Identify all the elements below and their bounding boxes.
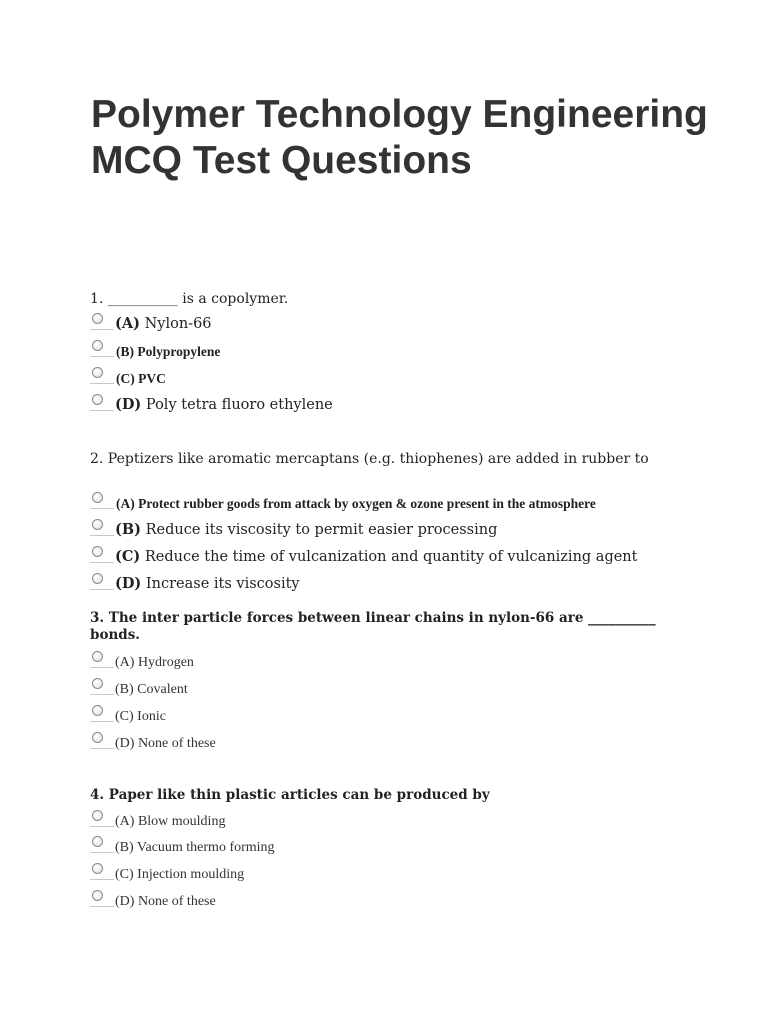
radio-button[interactable] [92, 678, 103, 689]
radio-button[interactable] [92, 890, 103, 901]
divider [90, 694, 114, 695]
divider [90, 721, 114, 722]
option-label [115, 548, 637, 565]
option-text: Protect rubber goods from attack by oxygen & ozone present in the atmosphere [134, 496, 596, 511]
divider [90, 879, 114, 880]
question-3-option-d[interactable] [90, 733, 730, 760]
question-3-option-b[interactable] [90, 679, 730, 706]
option-letter: (C) [115, 548, 141, 565]
option-text: Blow moulding [134, 814, 226, 829]
question-4-option-b[interactable] [90, 837, 730, 864]
option-text: Poly tetra fluoro ethylene [141, 397, 333, 413]
option-text: None of these [134, 894, 216, 909]
radio-button[interactable] [92, 492, 103, 503]
option-label [115, 315, 212, 332]
option-letter: (C) [115, 867, 134, 882]
option-label [115, 521, 497, 538]
option-label [115, 396, 333, 413]
question-2-text: 2. Peptizers like aromatic mercaptans (e.g. thiophenes) are added in rubber to [90, 451, 649, 467]
option-letter: (D) [115, 736, 135, 751]
option-text: Injection moulding [133, 867, 245, 882]
divider [90, 906, 114, 907]
option-text: Vacuum thermo forming [133, 840, 275, 855]
option-letter: (A) [116, 496, 135, 511]
option-letter: (A) [115, 655, 135, 670]
option-letter: (C) [116, 371, 135, 386]
option-letter: (D) [115, 396, 142, 413]
option-text: PVC [134, 371, 166, 386]
divider [90, 535, 114, 536]
radio-button[interactable] [92, 313, 103, 324]
option-label [116, 344, 220, 360]
divider [90, 508, 114, 509]
divider [90, 826, 114, 827]
option-letter: (D) [115, 894, 135, 909]
option-letter: (A) [115, 814, 135, 829]
option-label [115, 894, 216, 910]
option-text: Ionic [133, 709, 166, 724]
radio-button[interactable] [92, 394, 103, 405]
option-label [115, 814, 225, 830]
radio-button[interactable] [92, 651, 103, 662]
option-label [116, 496, 596, 512]
divider [90, 329, 114, 330]
question-3-text: 3. The inter particle forces between linear chains in nylon-66 are __________ bonds. [90, 610, 656, 643]
question-4-option-c[interactable] [90, 864, 730, 891]
option-letter: (B) [115, 840, 134, 855]
radio-button[interactable] [92, 367, 103, 378]
question-4-option-d[interactable] [90, 891, 730, 918]
option-text: Increase its viscosity [141, 576, 300, 592]
divider [90, 562, 114, 563]
radio-button[interactable] [92, 340, 103, 351]
page-title: Polymer Technology Engineering MCQ Test Questions [91, 93, 708, 182]
radio-button[interactable] [92, 519, 103, 530]
divider [90, 589, 114, 590]
question-1-text: 1. __________ is a copolymer. [90, 291, 289, 307]
question-4-option-a[interactable] [90, 811, 730, 838]
option-label [115, 682, 188, 698]
question-2-option-d[interactable] [90, 574, 730, 601]
option-letter: (B) [115, 521, 141, 538]
question-3-option-a[interactable] [90, 652, 730, 679]
divider [90, 410, 114, 411]
question-2-option-a[interactable] [90, 493, 730, 520]
divider [90, 356, 114, 357]
divider [90, 667, 114, 668]
radio-button[interactable] [92, 863, 103, 874]
option-text: Polypropylene [134, 344, 221, 359]
option-letter: (B) [116, 344, 134, 359]
question-3-option-c[interactable] [90, 706, 730, 733]
divider [90, 383, 114, 384]
divider [90, 748, 114, 749]
question-4-text: 4. Paper like thin plastic articles can be produced by [90, 787, 490, 803]
option-label [115, 840, 275, 856]
option-letter: (A) [115, 315, 140, 332]
option-text: Reduce its viscosity to permit easier processing [140, 522, 498, 538]
question-1-option-b[interactable] [90, 341, 730, 368]
option-text: None of these [134, 736, 216, 751]
radio-button[interactable] [92, 732, 103, 743]
option-text: Reduce the time of vulcanization and quantity of vulcanizing agent [140, 549, 638, 565]
option-text: Hydrogen [134, 655, 194, 670]
option-label [115, 867, 244, 883]
option-letter: (D) [115, 575, 142, 592]
question-2-option-b[interactable] [90, 520, 730, 547]
question-1-option-d[interactable] [90, 395, 730, 422]
question-1-option-c[interactable] [90, 368, 730, 395]
question-2-option-c[interactable] [90, 547, 730, 574]
option-text: Covalent [133, 682, 188, 697]
radio-button[interactable] [92, 573, 103, 584]
option-text: Nylon-66 [139, 316, 212, 332]
option-letter: (C) [115, 709, 134, 724]
option-label [115, 736, 216, 752]
divider [90, 852, 114, 853]
radio-button[interactable] [92, 546, 103, 557]
radio-button[interactable] [92, 810, 103, 821]
option-label [115, 655, 194, 671]
option-label [115, 575, 300, 592]
option-label [115, 709, 166, 725]
radio-button[interactable] [92, 705, 103, 716]
option-label [116, 371, 166, 387]
option-letter: (B) [115, 682, 134, 697]
radio-button[interactable] [92, 836, 103, 847]
question-1-option-a[interactable] [90, 314, 730, 341]
